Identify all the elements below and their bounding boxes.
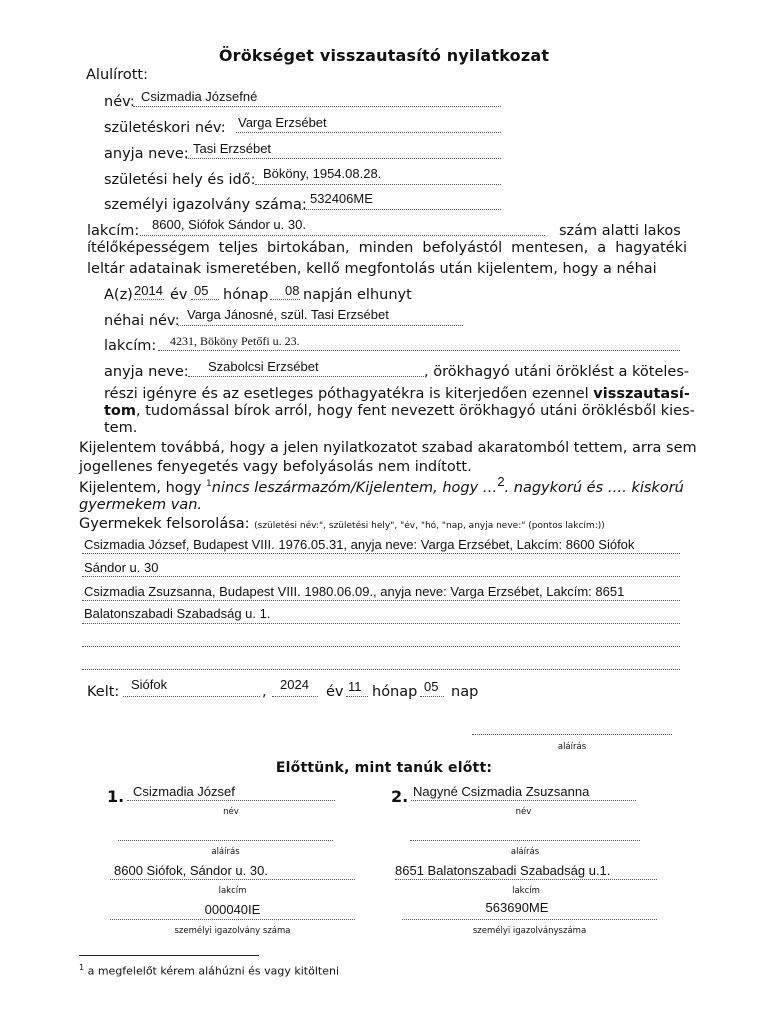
death-year-value[interactable]: 2014 <box>134 283 163 298</box>
children-decl-italic-a: nincs leszármazóm/Kijelentem, hogy … <box>211 479 498 496</box>
renounce-line-2-text: részi igényre és az esetleges póthagyatékra is kiterjedően ezennel <box>104 386 589 402</box>
witness-2-id-value[interactable]: 563690ME <box>485 900 549 915</box>
child-line-2-dots <box>82 576 680 577</box>
name-dotline <box>133 106 501 107</box>
witness-1-address-dots <box>110 879 355 880</box>
witness-2-name-label: név <box>515 807 532 817</box>
signature-label: aláírás <box>557 742 587 752</box>
dated-year-label: év <box>326 684 344 700</box>
witnesses-title: Előttünk, mint tanúk előtt: <box>275 760 493 776</box>
witness-1-address-value[interactable]: 8600 Siófok, Sándor u. 30. <box>114 863 268 878</box>
witness-1-id-dots <box>110 919 355 920</box>
birth-place-dotline <box>255 184 501 185</box>
children-list-label: Gyermekek felsorolása: <box>79 516 250 532</box>
renounce-line-3 <box>104 403 695 419</box>
year-dotline <box>134 299 164 300</box>
body-paragraph: ítélőképességem teljes birtokában, minden befolyástól mentesen, a hagyatéki leltár adatainak ismeretében, kellő megfontolás után kijelentem, hogy a néhai <box>87 240 687 277</box>
witness-1-signature-dots[interactable] <box>118 840 333 841</box>
witness-2-address-value[interactable]: 8651 Balatonszabadi Szabadság u.1. <box>395 863 611 878</box>
child-line-1[interactable]: Csizmadia József, Budapest VIII. 1976.05.31, anyja neve: Varga Erzsébet, Lakcím: 8600 Siófok <box>84 537 635 552</box>
children-count-value[interactable]: 2 <box>497 473 505 489</box>
footnote-text: a megfelelőt kérem aláhúzni és vagy kitölteni <box>87 964 340 978</box>
dated-place-dots <box>123 696 260 697</box>
child-line-2[interactable]: Sándor u. 30 <box>84 560 159 575</box>
children-list-hint: (születési név:", születési hely", "év, "hó, "nap, anyja neve:" (pontos lakcím:)) <box>254 521 605 531</box>
deceased-mother-value[interactable]: Szabolcsi Erzsébet <box>208 359 319 374</box>
year-label: év <box>170 287 188 303</box>
mother-dotline <box>186 158 501 159</box>
renounce-line-4: tem. <box>104 420 138 436</box>
birth-name-label: születéskori név: <box>104 120 226 136</box>
birth-name-dotline <box>236 132 501 133</box>
name-value[interactable]: Csizmadia Józsefné <box>141 89 258 104</box>
witness-2-address-dots <box>395 879 657 880</box>
children-decl-pre: Kijelentem, hogy <box>79 479 202 496</box>
deceased-mother-label: anyja neve: <box>104 364 189 380</box>
witness-1-signature-label: aláírás <box>211 847 240 857</box>
dated-year-value[interactable]: 2024 <box>280 677 309 692</box>
dated-place-value[interactable]: Siófok <box>131 677 168 692</box>
address-dotline <box>140 235 545 236</box>
witness-2-signature-label: aláírás <box>510 847 540 857</box>
renounce-bold: visszautasí- <box>593 386 690 402</box>
footnote-divider <box>79 955 259 956</box>
child-line-4-dots <box>82 623 680 624</box>
renounce-line-3-text: , tudomással bírok arról, hogy fent nevezett örökhagyó utáni öröklésből kies- <box>136 403 695 419</box>
birth-place-value[interactable]: Bököny, 1954.08.28. <box>263 166 382 181</box>
deceased-name-label: néhai név: <box>104 313 180 329</box>
dated-day-label: nap <box>451 684 479 700</box>
witness-1-id-label: személyi igazolvány száma <box>174 926 291 936</box>
children-declaration <box>79 473 684 496</box>
witness-1-name-label: név <box>223 807 239 817</box>
witness-2-id-label: személyi igazolványszáma <box>472 926 587 936</box>
witness-1-id-value[interactable]: 000040IE <box>204 902 261 917</box>
dated-month-value[interactable]: 11 <box>348 679 362 694</box>
deceased-address-value[interactable]: 4231, Bököny Petőfi u. 23. <box>170 334 300 348</box>
child-line-3-dots <box>82 600 680 601</box>
witness-1-address-label: lakcím <box>218 886 247 896</box>
birth-place-label: születési hely és idő: <box>104 172 256 188</box>
children-list-heading <box>79 516 605 532</box>
address-label: lakcím: <box>87 223 140 239</box>
child-line-4[interactable]: Balatonszabadi Szabadság u. 1. <box>84 606 271 621</box>
witness-2-name-value[interactable]: Nagyné Csizmadia Zsuzsanna <box>413 784 590 799</box>
child-line-5-dots <box>82 646 680 647</box>
death-day-value[interactable]: 08 <box>285 283 300 298</box>
dated-label: Kelt: <box>87 684 120 700</box>
footnote-number: 1 <box>79 963 85 972</box>
address-suffix: szám alatti lakos <box>559 223 681 239</box>
id-dotline <box>300 209 501 210</box>
children-decl-line-2: gyermekem van. <box>79 497 203 513</box>
id-label: személyi igazolvány száma: <box>104 197 307 213</box>
free-will-line-1: Kijelentem továbbá, hogy a jelen nyilatkozatot szabad akaratomból tettem, arra sem <box>79 440 697 456</box>
child-line-1-dots <box>82 553 680 554</box>
deceased-name-value[interactable]: Varga Jánosné, szül. Tasi Erzsébet <box>187 307 389 322</box>
witness-1-number: 1. <box>107 787 125 806</box>
id-value[interactable]: 532406ME <box>310 191 373 206</box>
address-value[interactable]: 8600, Siófok Sándor u. 30. <box>152 217 306 232</box>
dated-month-dots <box>346 696 368 697</box>
renounce-line-2 <box>104 386 690 402</box>
document-title: Örökséget visszautasító nyilatkozat <box>218 46 550 65</box>
free-will-line-2: jogellenes fenyegetés vagy befolyásolás nem indított. <box>79 459 472 475</box>
dated-month-label: hónap <box>372 684 418 700</box>
signature-dotline[interactable] <box>472 734 672 735</box>
day-dotline <box>270 299 300 300</box>
witness-2-id-dots <box>402 919 657 920</box>
month-dotline <box>191 299 219 300</box>
child-line-6-dots <box>82 669 680 670</box>
children-decl-italic-b: . nagykorú és …. kiskorú <box>504 479 684 496</box>
witness-1-name-value[interactable]: Csizmadia József <box>133 784 235 799</box>
deceased-address-dotline <box>158 350 680 351</box>
date-prefix: A(z) <box>104 287 133 303</box>
deceased-address-label: lakcím: <box>104 338 157 354</box>
name-label: név: <box>104 94 135 110</box>
mother-label: anyja neve: <box>104 146 189 162</box>
mother-value[interactable]: Tasi Erzsébet <box>193 141 272 156</box>
witness-2-number: 2. <box>391 787 409 806</box>
witness-2-signature-dots[interactable] <box>410 840 640 841</box>
deceased-name-dotline <box>178 325 463 326</box>
footnote <box>79 963 339 978</box>
footnote-mark: 1 <box>206 479 212 489</box>
witness-2-address-label: lakcím <box>512 886 540 896</box>
renounce-line-1: , örökhagyó utáni öröklést a köteles- <box>424 364 690 380</box>
renounce-bold-2: tom <box>104 403 137 419</box>
day-label: napján elhunyt <box>303 287 412 303</box>
birth-name-value[interactable]: Varga Erzsébet <box>238 115 327 130</box>
dated-year-dots <box>272 696 318 697</box>
dated-day-value[interactable]: 05 <box>424 679 439 694</box>
intro-label: Alulírott: <box>86 67 148 83</box>
death-month-value[interactable]: 05 <box>194 283 209 298</box>
witness-1-name-dots <box>127 800 335 801</box>
month-label: hónap <box>223 287 269 303</box>
child-line-3[interactable]: Csizmadia Zsuzsanna, Budapest VIII. 1980.06.09., anyja neve: Varga Erzsébet, Lakcím: 8651 <box>84 584 625 599</box>
witness-2-name-dots <box>411 800 636 801</box>
dated-day-dots <box>420 696 444 697</box>
deceased-mother-dotline <box>188 376 424 377</box>
